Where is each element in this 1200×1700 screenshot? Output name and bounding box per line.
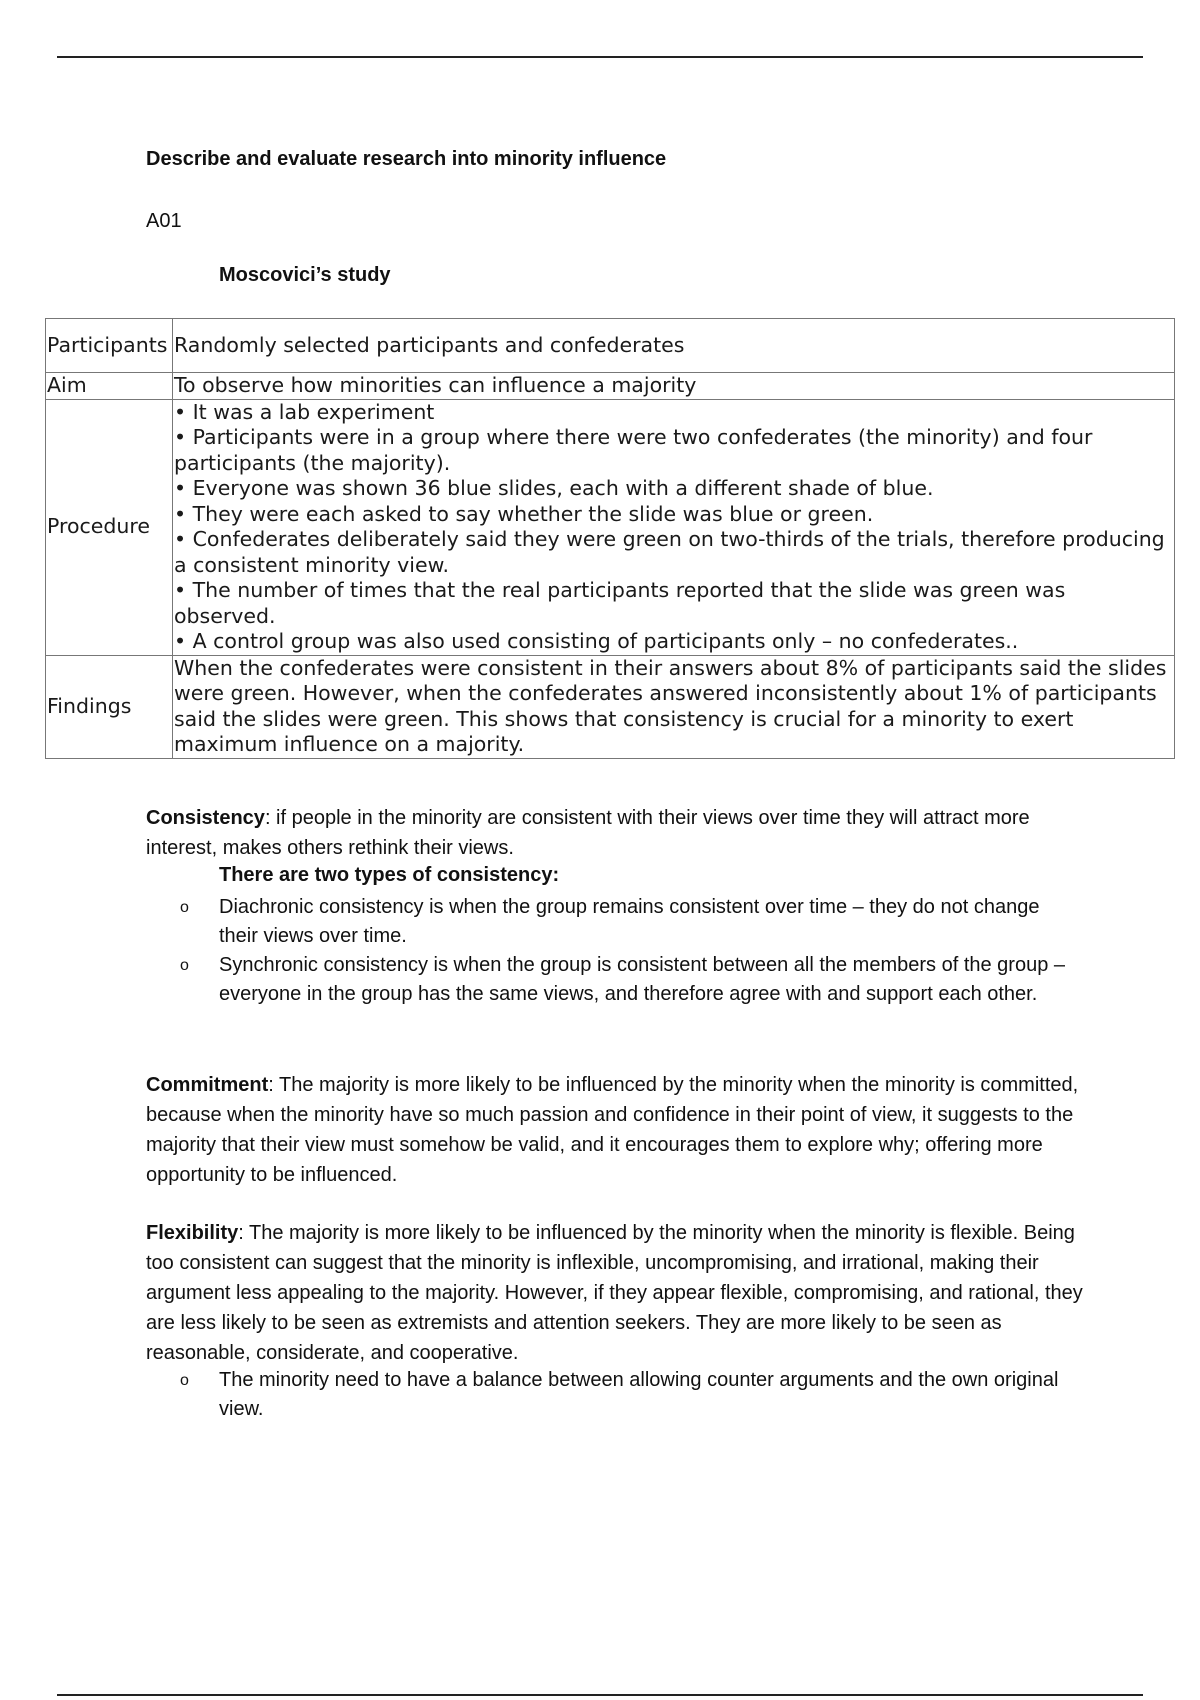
list-item bbox=[0, 893, 1079, 951]
row-content: Randomly selected participants and confederates bbox=[173, 319, 1175, 373]
row-label: Participants bbox=[46, 319, 173, 373]
row-label: Procedure bbox=[46, 399, 173, 655]
table-row bbox=[46, 373, 1175, 400]
row-content: To observe how minorities can influence a majority bbox=[173, 373, 1175, 400]
study-table bbox=[45, 318, 1175, 759]
procedure-item: • Everyone was shown 36 blue slides, each with a different shade of blue. bbox=[174, 476, 934, 500]
row-content bbox=[173, 399, 1175, 655]
flexibility-points-list bbox=[0, 1366, 1100, 1424]
procedure-item: • Confederates deliberately said they were green on two-thirds of the trials, therefore producing a consistent minority view. bbox=[174, 527, 1165, 577]
list-item bbox=[0, 951, 1079, 1009]
flexibility-text: : The majority is more likely to be influenced by the minority when the minority is flexible. Being too consistent can suggest that the minority is inflexible, uncompromising, and irrational, making their argument less appealing to the majority. However, if they appear flexible, compromising, and rational, they are less likely to be seen as extremists and attention seekers. They are more likely to be seen as reasonable, considerate, and cooperative. bbox=[146, 1222, 1083, 1364]
table-row bbox=[46, 319, 1175, 373]
row-content: When the confederates were consistent in their answers about 8% of participants said the slides were green. However, when the confederates answered inconsistently about 1% of participants said the slides were green. This shows that consistency is crucial for a minority to exert maximum influence on a majority. bbox=[173, 655, 1175, 758]
list-item-text: The minority need to have a balance between allowing counter arguments and the own original view. bbox=[219, 1369, 1059, 1420]
commitment-paragraph bbox=[146, 1070, 1096, 1190]
consistency-types-list bbox=[0, 893, 1100, 1009]
list-item bbox=[0, 1366, 1079, 1424]
consistency-text: : if people in the minority are consistent with their views over time they will attract more interest, makes others rethink their views. bbox=[146, 807, 1030, 859]
procedure-item: • They were each asked to say whether the slide was blue or green. bbox=[174, 501, 874, 526]
commitment-term: Commitment bbox=[146, 1074, 269, 1096]
page-heading: Describe and evaluate research into minority influence bbox=[146, 148, 667, 170]
top-rule bbox=[57, 56, 1143, 58]
table-row bbox=[46, 399, 1175, 655]
row-label: Findings bbox=[46, 655, 173, 758]
list-item-text: Diachronic consistency is when the group remains consistent over time – they do not change their views over time. bbox=[219, 896, 1040, 947]
commitment-text: : The majority is more likely to be influenced by the minority when the minority is committed, because when the minority have so much passion and confidence in their point of view, it suggests to the majority that their view must somehow be valid, and it encourages them to explore why; offering more opportunity to be influenced. bbox=[146, 1074, 1079, 1186]
circle-bullet-icon: o bbox=[180, 957, 189, 974]
procedure-item: • Participants were in a group where there were two confederates (the minority) and four participants (the majority). bbox=[174, 425, 1093, 475]
procedure-item: • A control group was also used consisting of participants only – no confederates.. bbox=[174, 629, 1019, 653]
circle-bullet-icon: o bbox=[180, 1372, 189, 1389]
table-row bbox=[46, 655, 1175, 758]
consistency-paragraph bbox=[146, 803, 1096, 863]
consistency-term: Consistency bbox=[146, 807, 265, 829]
flexibility-term: Flexibility bbox=[146, 1222, 239, 1244]
list-item-text: Synchronic consistency is when the group is consistent between all the members of the group – everyone in the group has the same views, and therefore agree with and support each other. bbox=[219, 954, 1066, 1005]
consistency-types-heading: There are two types of consistency: bbox=[219, 864, 560, 886]
procedure-item: • The number of times that the real participants reported that the slide was green was observed. bbox=[174, 578, 1066, 628]
section-label: A01 bbox=[146, 210, 182, 232]
flexibility-paragraph bbox=[146, 1218, 1096, 1368]
procedure-item: • It was a lab experiment bbox=[174, 399, 435, 424]
study-title: Moscovici’s study bbox=[219, 264, 391, 286]
circle-bullet-icon: o bbox=[180, 899, 189, 916]
bottom-rule bbox=[57, 1694, 1143, 1696]
row-label: Aim bbox=[46, 373, 173, 400]
